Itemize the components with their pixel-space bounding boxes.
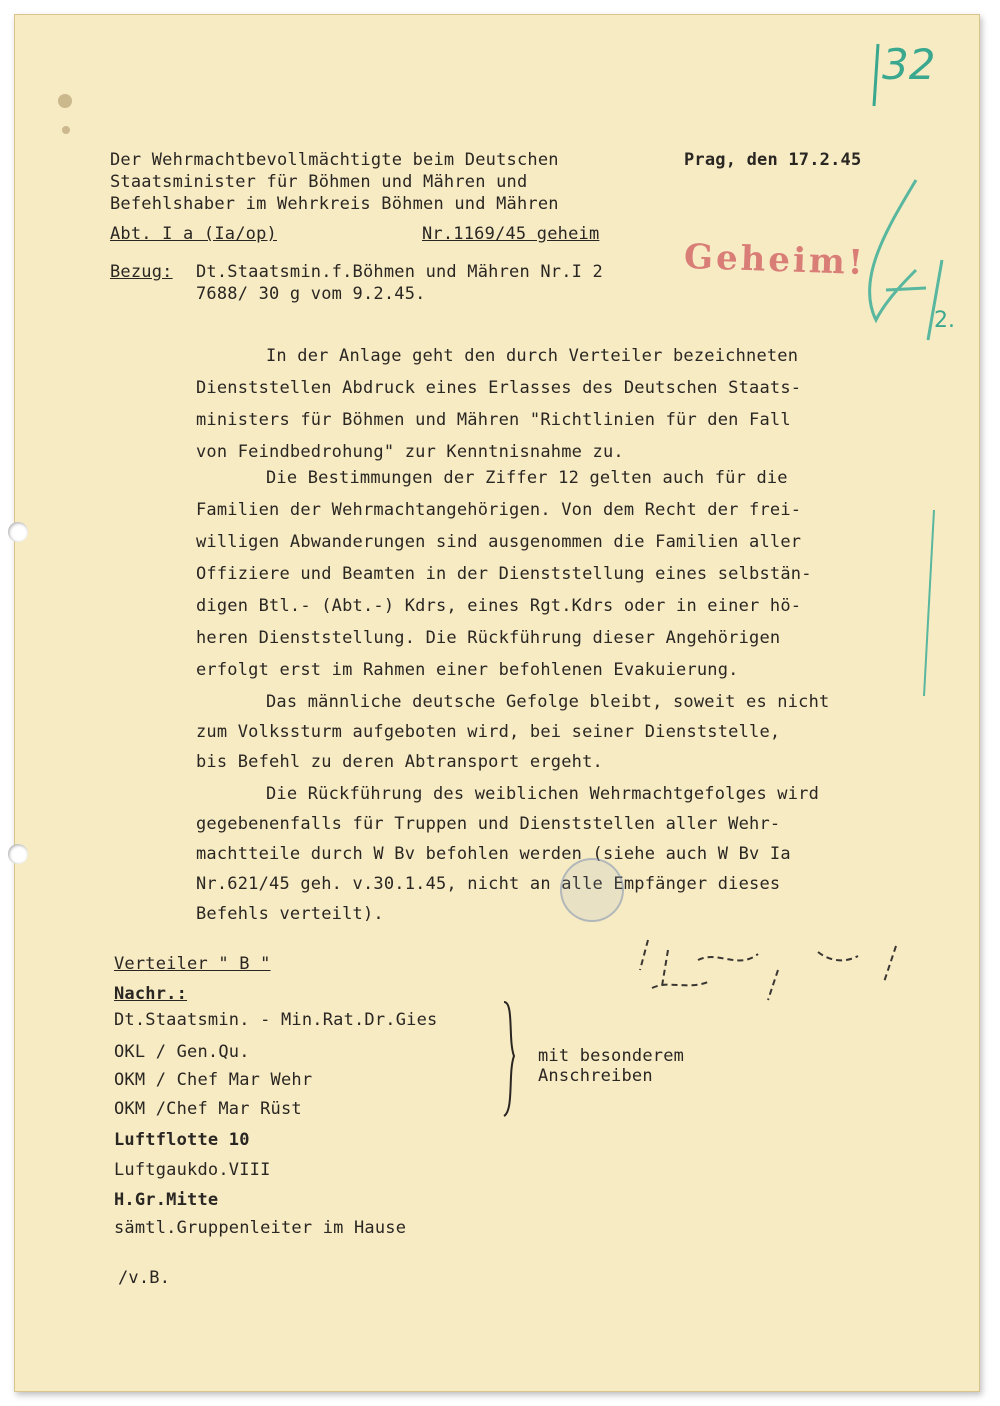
stain-mark: [62, 126, 70, 134]
body-line-2: Dienststellen Abdruck eines Erlasses des Deutschen Staats-: [196, 378, 802, 398]
recipient-5: Luftflotte 10: [114, 1130, 250, 1150]
stain-mark: [58, 94, 72, 108]
body-line-10: heren Dienststellung. Die Rückführung dieser Angehörigen: [196, 628, 781, 648]
folio-number: 32: [882, 40, 936, 89]
margin-note: 2.: [934, 308, 955, 333]
body-line-8: Offiziere und Beamten in der Dienststellung eines selbstän-: [196, 564, 812, 584]
reference-number: Nr.1169/45 geheim: [422, 224, 600, 244]
faint-seal: [560, 858, 624, 922]
nachr-label: Nachr.:: [114, 984, 188, 1004]
body-line-17: machtteile durch W Bv befohlen werden (siehe auch W Bv Ia: [196, 844, 791, 864]
body-line-7: willigen Abwanderungen sind ausgenommen die Familien aller: [196, 532, 802, 552]
body-line-5: Die Bestimmungen der Ziffer 12 gelten auch für die: [266, 468, 788, 488]
bezug-label: Bezug:: [110, 262, 173, 282]
signature-icon: [628, 930, 928, 1010]
footer-vb: /v.B.: [118, 1268, 171, 1288]
body-line-12: Das männliche deutsche Gefolge bleibt, soweit es nicht: [266, 692, 830, 712]
body-line-18: Nr.621/45 geh. v.30.1.45, nicht an alle Empfänger dieses: [196, 874, 781, 894]
sender-line-3: Befehlshaber im Wehrkreis Böhmen und Mähren: [110, 194, 559, 214]
recipient-3: OKM / Chef Mar Wehr: [114, 1070, 313, 1090]
bezug-line-2: 7688/ 30 g vom 9.2.45.: [196, 284, 426, 304]
folio-stroke-icon: [860, 40, 890, 110]
recipient-8: sämtl.Gruppenleiter im Hause: [114, 1218, 407, 1238]
recipient-7: H.Gr.Mitte: [114, 1190, 219, 1210]
body-line-4: von Feindbedrohung" zur Kenntnisnahme zu.: [196, 442, 624, 462]
body-line-9: digen Btl.- (Abt.-) Kdrs, eines Rgt.Kdrs oder in einer hö-: [196, 596, 802, 616]
recipient-1: Dt.Staatsmin. - Min.Rat.Dr.Gies: [114, 1010, 438, 1030]
body-line-19: Befehls verteilt).: [196, 904, 384, 924]
department: Abt. I a (Ia/op): [110, 224, 277, 244]
recipient-2: OKL / Gen.Qu.: [114, 1042, 250, 1062]
body-line-13: zum Volkssturm aufgeboten wird, bei seiner Dienststelle,: [196, 722, 781, 742]
place-date: Prag, den 17.2.45: [684, 150, 862, 170]
sender-line-2: Staatsminister für Böhmen und Mähren und: [110, 172, 528, 192]
body-line-15: Die Rückführung des weiblichen Wehrmachtgefolges wird: [266, 784, 820, 804]
body-line-1: In der Anlage geht den durch Verteiler bezeichneten: [266, 346, 799, 366]
punch-hole-bottom: [8, 844, 28, 864]
brace-note-line-2: Anschreiben: [538, 1066, 653, 1086]
bezug-line-1: Dt.Staatsmin.f.Böhmen und Mähren Nr.I 2: [196, 262, 603, 282]
recipient-6: Luftgaukdo.VIII: [114, 1160, 271, 1180]
margin-line-icon: [914, 508, 944, 698]
distribution-title: Verteiler " B ": [114, 954, 271, 974]
brace-icon: [500, 1000, 520, 1120]
body-line-6: Familien der Wehrmachtangehörigen. Von dem Recht der frei-: [196, 500, 802, 520]
body-line-14: bis Befehl zu deren Abtransport ergeht.: [196, 752, 603, 772]
sender-line-1: Der Wehrmachtbevollmächtigte beim Deutschen: [110, 150, 559, 170]
brace-note-line-1: mit besonderem: [538, 1046, 685, 1066]
recipient-4: OKM /Chef Mar Rüst: [114, 1099, 302, 1119]
body-line-16: gegebenenfalls für Truppen und Dienststellen aller Wehr-: [196, 814, 781, 834]
punch-hole-top: [8, 522, 28, 542]
secret-stamp: Geheim!: [683, 236, 867, 284]
body-line-11: erfolgt erst im Rahmen einer befohlenen Evakuierung.: [196, 660, 739, 680]
body-line-3: ministers für Böhmen und Mähren "Richtlinien für den Fall: [196, 410, 791, 430]
